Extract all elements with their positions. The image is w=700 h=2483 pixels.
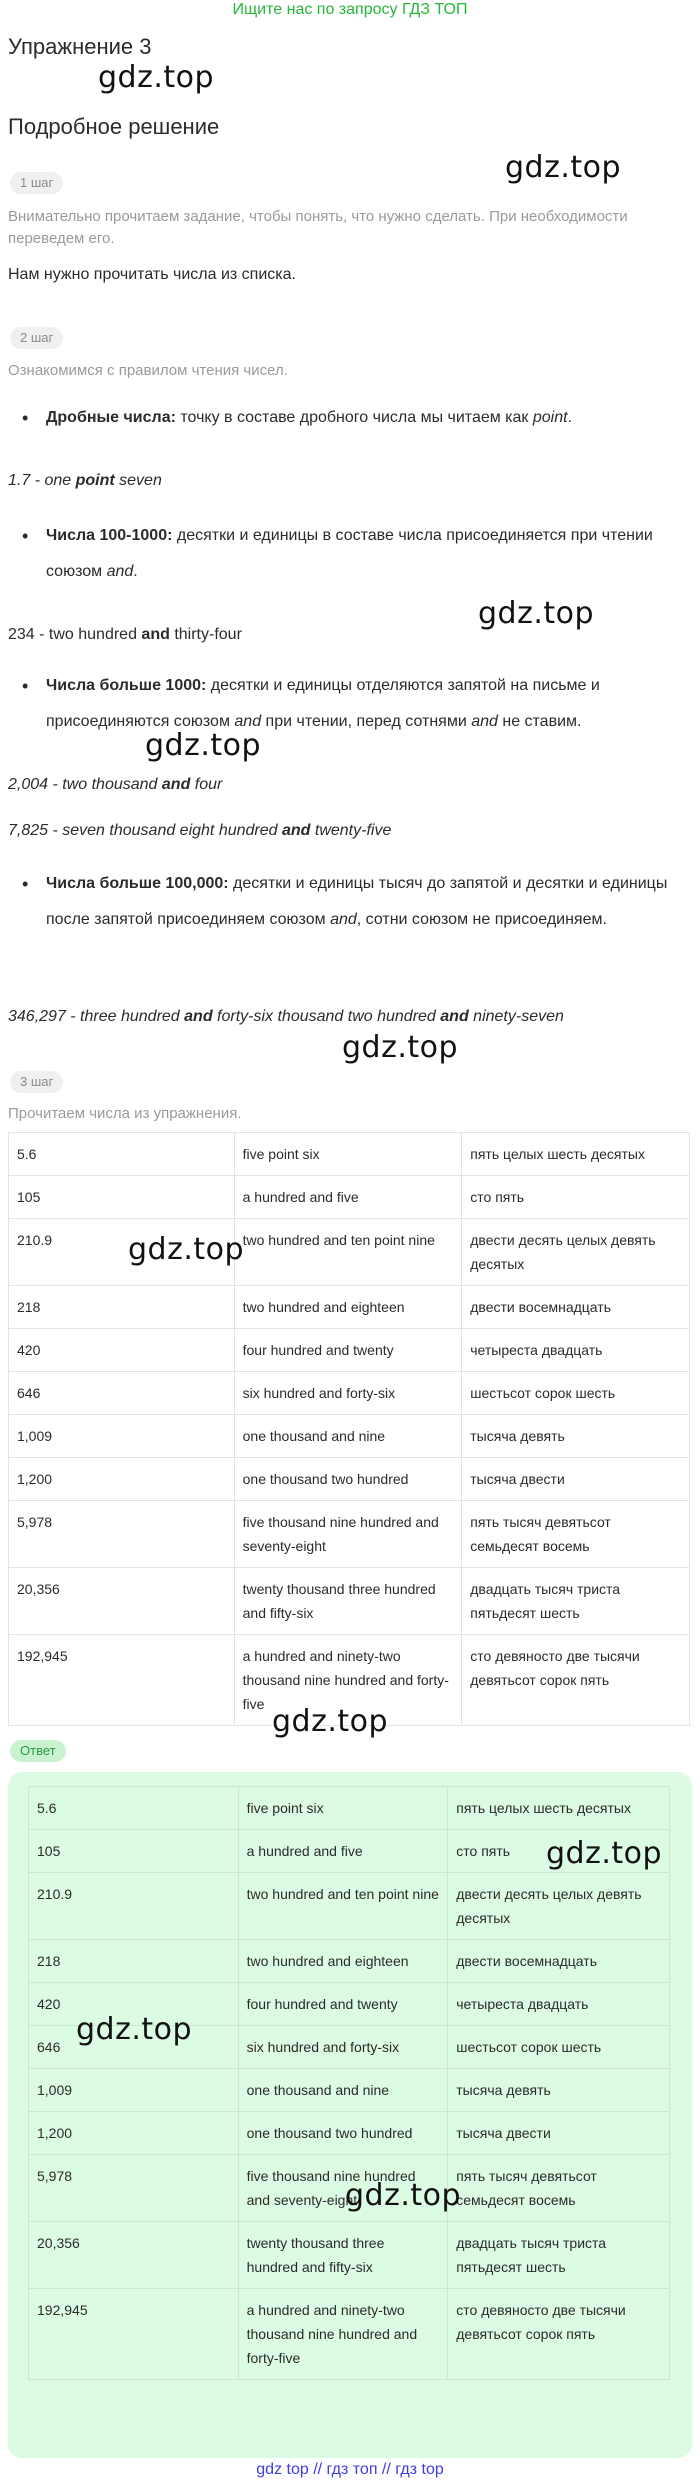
number-cell: 192,945 — [9, 1635, 235, 1726]
rule-end: не ставим. — [497, 713, 582, 730]
rule-text: десятки и единицы отделяются запятой на письме и присоединяются союзом — [46, 677, 600, 730]
number-cell: 5,978 — [29, 2155, 239, 2222]
table-row — [9, 1458, 690, 1501]
example-keyword: and — [440, 1008, 469, 1025]
russian-cell: двадцать тысяч триста пятьдесят шесть — [448, 2222, 670, 2289]
watermark: gdz.top — [272, 1704, 389, 1739]
table-row — [9, 1415, 690, 1458]
rule-text: десятки и единицы в составе числа присоединяется при чтении союзом — [46, 527, 653, 580]
russian-cell: тысяча двести — [462, 1458, 690, 1501]
example-keyword: and — [281, 822, 311, 839]
example-part: 234 - two hundred — [8, 626, 142, 643]
watermark: gdz.top — [345, 2178, 462, 2213]
number-cell: 192,945 — [29, 2289, 239, 2380]
example-part: ninety-seven — [468, 1008, 564, 1025]
russian-cell: двести десять целых девять десятых — [448, 1873, 670, 1940]
english-cell: five thousand nine hundred and seventy-eight — [234, 1501, 462, 1568]
search-banner[interactable]: Ищите нас по запросу ГДЗ ТОП — [232, 1, 468, 18]
footer-links[interactable]: gdz top // гдз топ // гдз top — [256, 2461, 444, 2478]
example-1 — [8, 468, 162, 494]
rule-end: , сотни союзом не присоединяем. — [356, 911, 607, 928]
table-row — [29, 1787, 670, 1830]
table-row — [29, 2289, 670, 2380]
russian-cell: двести восемнадцать — [448, 1940, 670, 1983]
solution-heading: Подробное решение — [8, 114, 220, 139]
answer-table — [28, 1786, 670, 2380]
number-cell: 218 — [29, 1940, 239, 1983]
rule-text: при чтении, перед сотнями — [261, 713, 472, 730]
rule-keyword: and — [471, 713, 498, 730]
page-title: Упражнение 3 — [8, 34, 152, 59]
number-cell: 1,009 — [29, 2069, 239, 2112]
table-row — [9, 1286, 690, 1329]
russian-cell: шестьсот сорок шесть — [462, 1372, 690, 1415]
russian-cell: пять тысяч девятьсот семьдесят восемь — [462, 1501, 690, 1568]
english-cell: a hundred and ninety-two thousand nine hundred and forty-five — [238, 2289, 448, 2380]
number-cell: 218 — [9, 1286, 235, 1329]
numbers-table — [8, 1132, 690, 1726]
watermark: gdz.top — [505, 150, 622, 185]
watermark: gdz.top — [342, 1030, 459, 1065]
english-cell: one thousand and nine — [234, 1415, 462, 1458]
russian-cell: сто девяносто две тысячи девятьсот сорок пять — [462, 1635, 690, 1726]
russian-cell: пять тысяч девятьсот семьдесят восемь — [448, 2155, 670, 2222]
table-row — [9, 1133, 690, 1176]
english-cell: one thousand two hundred — [234, 1458, 462, 1501]
rule-over-1000 — [46, 668, 676, 740]
english-cell: two hundred and ten point nine — [234, 1219, 462, 1286]
rule-over-100000 — [46, 866, 676, 938]
number-cell: 5.6 — [29, 1787, 239, 1830]
number-cell: 20,356 — [29, 2222, 239, 2289]
number-cell: 5.6 — [9, 1133, 235, 1176]
table-row — [9, 1501, 690, 1568]
table-row — [9, 1372, 690, 1415]
step3-hint: Прочитаем числа из упражнения. — [8, 1105, 242, 1122]
english-cell: six hundred and forty-six — [234, 1372, 462, 1415]
english-cell: twenty thousand three hundred and fifty-six — [238, 2222, 448, 2289]
rule-label: Числа больше 100,000: — [46, 875, 229, 892]
english-cell: a hundred and ninety-two thousand nine hundred and forty-five — [234, 1635, 462, 1726]
step-badge-3: 3 шаг — [10, 1071, 63, 1093]
english-cell: five point six — [234, 1133, 462, 1176]
table-row — [29, 2222, 670, 2289]
example-part: thirty-four — [169, 626, 242, 643]
example-part: 346,297 - three hundred — [8, 1008, 185, 1025]
rule-label: Числа больше 1000: — [46, 677, 207, 694]
english-cell: four hundred and twenty — [238, 1983, 448, 2026]
table-row — [9, 1329, 690, 1372]
number-cell: 105 — [9, 1176, 235, 1219]
english-cell: four hundred and twenty — [234, 1329, 462, 1372]
rule-keyword: and — [234, 713, 262, 730]
example-part: 1.7 - one — [8, 472, 76, 489]
example-5 — [8, 1004, 564, 1030]
watermark: gdz.top — [478, 596, 595, 631]
answer-panel — [8, 1772, 692, 2458]
english-cell: one thousand and nine — [238, 2069, 448, 2112]
watermark: gdz.top — [98, 60, 215, 95]
rule-keyword: and — [106, 563, 134, 580]
english-cell: twenty thousand three hundred and fifty-six — [234, 1568, 462, 1635]
english-cell: five point six — [238, 1787, 448, 1830]
russian-cell: сто пять — [462, 1176, 690, 1219]
russian-cell: тысяча двести — [448, 2112, 670, 2155]
russian-cell: двести восемнадцать — [462, 1286, 690, 1329]
rule-end: . — [567, 409, 573, 426]
russian-cell: сто пять — [448, 1830, 670, 1873]
russian-cell: четыреста двадцать — [448, 1983, 670, 2026]
english-cell: two hundred and ten point nine — [238, 1873, 448, 1940]
example-part: 7,825 - seven thousand eight hundred — [8, 822, 282, 839]
example-2 — [8, 622, 242, 648]
number-cell: 210.9 — [9, 1219, 235, 1286]
rule-keyword: point — [532, 409, 568, 426]
table-row — [29, 2069, 670, 2112]
example-part: twenty-five — [310, 822, 392, 839]
number-cell: 210.9 — [29, 1873, 239, 1940]
watermark: gdz.top — [76, 2012, 193, 2047]
russian-cell: тысяча девять — [448, 2069, 670, 2112]
rule-end: . — [133, 563, 138, 580]
rule-100-1000 — [46, 518, 676, 590]
step1-hint: Внимательно прочитаем задание, чтобы понять, что нужно сделать. При необходимости переведем его. — [8, 208, 628, 247]
step1-text: Нам нужно прочитать числа из списка. — [8, 266, 296, 283]
number-cell: 1,200 — [9, 1458, 235, 1501]
rule-text: десятки и единицы тысяч до запятой и десятки и единицы после запятой присоединяем союзом — [46, 875, 668, 928]
english-cell: a hundred and five — [238, 1830, 448, 1873]
watermark: gdz.top — [128, 1232, 245, 1267]
english-cell: six hundred and forty-six — [238, 2026, 448, 2069]
example-keyword: and — [184, 1008, 213, 1025]
table-row — [29, 1873, 670, 1940]
table-row — [9, 1568, 690, 1635]
rule-text: точку в составе дробного числа мы читаем как — [175, 409, 533, 426]
example-4 — [8, 818, 391, 844]
number-cell: 420 — [9, 1329, 235, 1372]
english-cell: a hundred and five — [234, 1176, 462, 1219]
number-cell: 420 — [29, 1983, 239, 2026]
example-part: seven — [114, 472, 162, 489]
number-cell: 1,200 — [29, 2112, 239, 2155]
russian-cell: двадцать тысяч триста пятьдесят шесть — [462, 1568, 690, 1635]
english-cell: one thousand two hundred — [238, 2112, 448, 2155]
english-cell: five thousand nine hundred and seventy-eight — [238, 2155, 448, 2222]
example-keyword: and — [161, 776, 191, 793]
russian-cell: пять целых шесть десятых — [462, 1133, 690, 1176]
russian-cell: сто девяносто две тысячи девятьсот сорок пять — [448, 2289, 670, 2380]
example-3 — [8, 772, 222, 798]
watermark: gdz.top — [145, 728, 262, 763]
english-cell: two hundred and eighteen — [238, 1940, 448, 1983]
rule-fractions — [46, 400, 676, 436]
example-part: 2,004 - two thousand — [8, 776, 162, 793]
step-badge-1: 1 шаг — [10, 172, 63, 194]
number-cell: 646 — [29, 2026, 239, 2069]
table-row — [9, 1176, 690, 1219]
example-keyword: and — [141, 626, 170, 643]
number-cell: 105 — [29, 1830, 239, 1873]
example-keyword: point — [75, 472, 115, 489]
number-cell: 5,978 — [9, 1501, 235, 1568]
russian-cell: четыреста двадцать — [462, 1329, 690, 1372]
russian-cell: двести десять целых девять десятых — [462, 1219, 690, 1286]
number-cell: 646 — [9, 1372, 235, 1415]
russian-cell: пять целых шесть десятых — [448, 1787, 670, 1830]
english-cell: two hundred and eighteen — [234, 1286, 462, 1329]
russian-cell: тысяча девять — [462, 1415, 690, 1458]
table-row — [9, 1219, 690, 1286]
number-cell: 20,356 — [9, 1568, 235, 1635]
example-part: forty-six thousand two hundred — [212, 1008, 441, 1025]
number-cell: 1,009 — [9, 1415, 235, 1458]
table-row — [29, 1940, 670, 1983]
rule-keyword: and — [330, 911, 357, 928]
step2-hint: Ознакомимся с правилом чтения чисел. — [8, 362, 288, 379]
rule-label: Дробные числа: — [46, 409, 176, 426]
watermark: gdz.top — [546, 1836, 663, 1871]
table-row — [29, 2112, 670, 2155]
russian-cell: шестьсот сорок шесть — [448, 2026, 670, 2069]
example-part: four — [190, 776, 223, 793]
rule-label: Числа 100-1000: — [46, 527, 173, 544]
step-badge-2: 2 шаг — [10, 327, 63, 349]
answer-badge: Ответ — [10, 1740, 66, 1762]
